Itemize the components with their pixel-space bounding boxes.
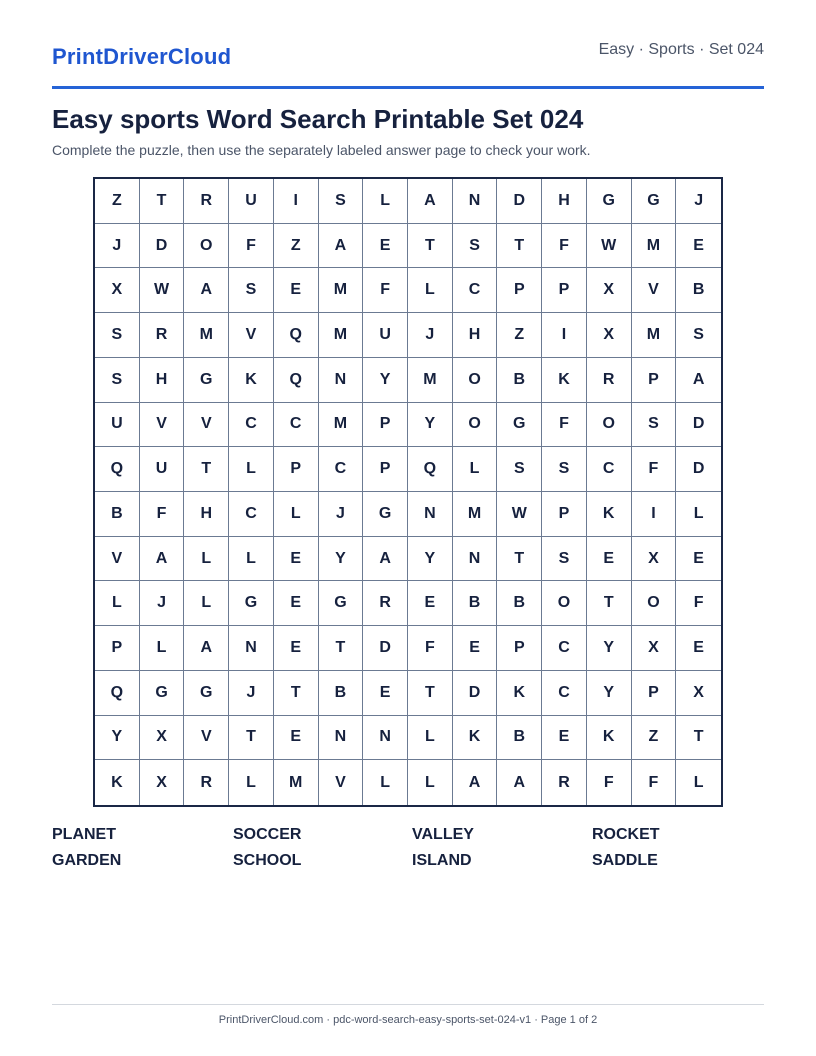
grid-cell: Z [274, 224, 319, 269]
word-list-item: SADDLE [592, 852, 658, 869]
grid-cell: F [363, 268, 408, 313]
grid-cell: C [274, 403, 319, 448]
grid-cell: K [587, 716, 632, 761]
grid-cell: K [587, 492, 632, 537]
grid-cell: M [319, 313, 364, 358]
grid-cell: Y [408, 403, 453, 448]
grid-cell: P [632, 671, 677, 716]
grid-cell: H [453, 313, 498, 358]
grid-cell: C [542, 671, 587, 716]
grid-cell: J [95, 224, 140, 269]
grid-cell: C [587, 447, 632, 492]
grid-cell: E [676, 537, 721, 582]
grid-cell: X [676, 671, 721, 716]
footer-divider [52, 1004, 764, 1005]
grid-cell: W [140, 268, 185, 313]
grid-cell: T [408, 224, 453, 269]
grid-cell: L [363, 760, 408, 805]
grid-cell: V [229, 313, 274, 358]
grid-cell: M [319, 403, 364, 448]
grid-cell: S [319, 179, 364, 224]
grid-cell: L [453, 447, 498, 492]
grid-cell: B [676, 268, 721, 313]
grid-cell: H [140, 358, 185, 403]
grid-cell: E [363, 224, 408, 269]
grid-cell: G [319, 581, 364, 626]
grid-cell: V [319, 760, 364, 805]
word-list-item: GARDEN [52, 852, 122, 869]
grid-cell: E [274, 268, 319, 313]
grid-cell: B [497, 358, 542, 403]
grid-cell: J [229, 671, 274, 716]
grid-cell: L [408, 268, 453, 313]
grid-cell: X [95, 268, 140, 313]
grid-cell: F [542, 224, 587, 269]
grid-cell: Z [632, 716, 677, 761]
grid-cell: Z [497, 313, 542, 358]
grid-cell: C [229, 492, 274, 537]
grid-cell: P [95, 626, 140, 671]
grid-cell: E [453, 626, 498, 671]
grid-cell: J [140, 581, 185, 626]
page-title: Easy sports Word Search Printable Set 024 [52, 104, 584, 134]
grid-cell: E [274, 716, 319, 761]
grid-cell: G [497, 403, 542, 448]
grid-cell: U [363, 313, 408, 358]
grid-cell: R [363, 581, 408, 626]
page-footer: PrintDriverCloud.com · pdc-word-search-easy-sports-set-024-v1 · Page 1 of 2 [218, 1014, 598, 1026]
grid-cell: P [363, 447, 408, 492]
grid-cell: M [453, 492, 498, 537]
grid-cell: L [95, 581, 140, 626]
grid-cell: F [542, 403, 587, 448]
grid-cell: N [408, 492, 453, 537]
grid-cell: A [319, 224, 364, 269]
grid-cell: F [632, 760, 677, 805]
grid-cell: L [408, 760, 453, 805]
grid-cell: N [453, 537, 498, 582]
grid-cell: S [95, 358, 140, 403]
grid-cell: F [587, 760, 632, 805]
grid-cell: B [497, 581, 542, 626]
grid-cell: L [184, 581, 229, 626]
grid-cell: L [676, 492, 721, 537]
grid-cell: T [274, 671, 319, 716]
grid-cell: T [140, 179, 185, 224]
grid-cell: P [274, 447, 319, 492]
grid-cell: V [95, 537, 140, 582]
grid-cell: T [319, 626, 364, 671]
grid-cell: T [184, 447, 229, 492]
grid-cell: C [542, 626, 587, 671]
grid-cell: J [408, 313, 453, 358]
grid-cell: S [632, 403, 677, 448]
word-list-item: ROCKET [592, 826, 660, 843]
grid-cell: E [676, 224, 721, 269]
grid-cell: H [184, 492, 229, 537]
grid-cell: Q [95, 671, 140, 716]
grid-cell: L [184, 537, 229, 582]
grid-cell: E [542, 716, 587, 761]
grid-cell: S [229, 268, 274, 313]
grid-cell: O [184, 224, 229, 269]
grid-cell: U [95, 403, 140, 448]
grid-cell: N [319, 716, 364, 761]
grid-cell: A [184, 626, 229, 671]
grid-cell: R [184, 760, 229, 805]
grid-cell: Q [274, 313, 319, 358]
grid-cell: T [497, 537, 542, 582]
grid-cell: Y [587, 671, 632, 716]
grid-cell: K [229, 358, 274, 403]
grid-cell: L [229, 760, 274, 805]
grid-cell: K [95, 760, 140, 805]
word-list-item: VALLEY [412, 826, 474, 843]
grid-cell: C [229, 403, 274, 448]
grid-cell: Y [587, 626, 632, 671]
grid-cell: O [453, 358, 498, 403]
grid-cell: R [587, 358, 632, 403]
grid-cell: F [140, 492, 185, 537]
grid-cell: V [184, 403, 229, 448]
grid-cell: K [497, 671, 542, 716]
grid-cell: A [453, 760, 498, 805]
grid-cell: G [229, 581, 274, 626]
grid-cell: N [453, 179, 498, 224]
grid-cell: U [229, 179, 274, 224]
grid-cell: M [274, 760, 319, 805]
grid-cell: L [693, 773, 704, 791]
grid-cell: D [497, 179, 542, 224]
grid-cell: O [632, 581, 677, 626]
grid-cell: D [676, 403, 721, 448]
grid-cell: X [140, 760, 185, 805]
grid-cell: X [632, 626, 677, 671]
grid-cell: F [676, 581, 721, 626]
grid-cell: M [184, 313, 229, 358]
grid-cell: O [542, 581, 587, 626]
grid-cell: W [587, 224, 632, 269]
grid-cell: Y [319, 537, 364, 582]
grid-cell: A [140, 537, 185, 582]
grid-cell: A [676, 358, 721, 403]
grid-cell: E [274, 581, 319, 626]
grid-cell: B [95, 492, 140, 537]
grid-cell: S [95, 313, 140, 358]
grid-cell: G [632, 179, 677, 224]
grid-cell: C [319, 447, 364, 492]
grid-cell: R [542, 760, 587, 805]
grid-cell: O [453, 403, 498, 448]
grid-cell: B [497, 716, 542, 761]
grid-cell: G [363, 492, 408, 537]
grid-cell: T [408, 671, 453, 716]
grid-cell: V [632, 268, 677, 313]
grid-cell: E [676, 626, 721, 671]
grid-cell: K [453, 716, 498, 761]
grid-cell: P [497, 626, 542, 671]
word-list-item: SCHOOL [233, 852, 302, 869]
grid-cell: T [497, 224, 542, 269]
grid-cell: T [229, 716, 274, 761]
grid-cell: X [140, 716, 185, 761]
grid-cell: Y [95, 716, 140, 761]
word-search-grid [93, 177, 723, 807]
grid-cell: S [497, 447, 542, 492]
word-list-item: PLANET [52, 826, 116, 843]
grid-cell: S [542, 447, 587, 492]
grid-cell: L [140, 626, 185, 671]
grid-cell: J [676, 179, 721, 224]
grid-cell: B [319, 671, 364, 716]
page-subtitle: Complete the puzzle, then use the separately labeled answer page to check your work. [52, 142, 591, 158]
grid-cell: O [587, 403, 632, 448]
grid-cell: F [632, 447, 677, 492]
grid-cell: G [184, 671, 229, 716]
grid-cell: V [140, 403, 185, 448]
grid-cell: Z [95, 179, 140, 224]
grid-cell: E [274, 537, 319, 582]
grid-cell: T [676, 716, 721, 761]
grid-cell: P [497, 268, 542, 313]
grid-cell: L [229, 537, 274, 582]
grid-cell: W [497, 492, 542, 537]
grid-cell: D [363, 626, 408, 671]
grid-cell: M [408, 358, 453, 403]
brand-logo[interactable]: PrintDriverCloud [52, 44, 232, 69]
grid-cell: D [453, 671, 498, 716]
grid-cell: N [319, 358, 364, 403]
grid-cell: E [587, 537, 632, 582]
grid-cell: S [453, 224, 498, 269]
grid-cell: G [184, 358, 229, 403]
grid-cell: N [229, 626, 274, 671]
word-list-item: SOCCER [233, 826, 302, 843]
grid-cell: A [184, 268, 229, 313]
grid-cell: K [542, 358, 587, 403]
grid-cell: E [363, 671, 408, 716]
word-list-item: ISLAND [412, 852, 472, 869]
grid-cell: I [274, 179, 319, 224]
grid-cell: A [497, 760, 542, 805]
grid-cell: R [184, 179, 229, 224]
grid-cell: U [140, 447, 185, 492]
grid-cell: Y [363, 358, 408, 403]
grid-cell: R [140, 313, 185, 358]
grid-cell: P [632, 358, 677, 403]
grid-cell: S [542, 537, 587, 582]
grid-cell: V [184, 716, 229, 761]
grid-cell: P [542, 492, 587, 537]
grid-cell: M [632, 313, 677, 358]
grid-cell: G [140, 671, 185, 716]
grid-cell: T [587, 581, 632, 626]
grid-cell: I [632, 492, 677, 537]
grid-cell: F [229, 224, 274, 269]
grid-cell: E [274, 626, 319, 671]
grid-cell: Q [408, 447, 453, 492]
grid-cell: X [587, 313, 632, 358]
grid-cell: I [542, 313, 587, 358]
grid-cell: P [363, 403, 408, 448]
page-header [52, 0, 764, 89]
grid-cell: Q [274, 358, 319, 403]
grid-cell: L [363, 179, 408, 224]
grid-cell: X [632, 537, 677, 582]
grid-cell: X [587, 268, 632, 313]
grid-cell: Q [95, 447, 140, 492]
grid-cell: P [542, 268, 587, 313]
grid-cell: E [408, 581, 453, 626]
grid-cell: Y [408, 537, 453, 582]
grid-cell: D [140, 224, 185, 269]
grid-cell: M [632, 224, 677, 269]
grid-cell: S [676, 313, 721, 358]
grid-cell: L [229, 447, 274, 492]
grid-cell: J [319, 492, 364, 537]
breadcrumb: Easy · Sports · Set 024 [598, 41, 764, 58]
grid-cell: L [274, 492, 319, 537]
grid-cell: B [453, 581, 498, 626]
grid-cell: F [408, 626, 453, 671]
grid-cell: D [676, 447, 721, 492]
grid-cell: C [453, 268, 498, 313]
grid-cell: A [363, 537, 408, 582]
grid-cell: A [408, 179, 453, 224]
grid-cell: N [363, 716, 408, 761]
grid-cell: M [319, 268, 364, 313]
grid-cell: L [408, 716, 453, 761]
grid-cell: H [542, 179, 587, 224]
grid-cell: G [587, 179, 632, 224]
